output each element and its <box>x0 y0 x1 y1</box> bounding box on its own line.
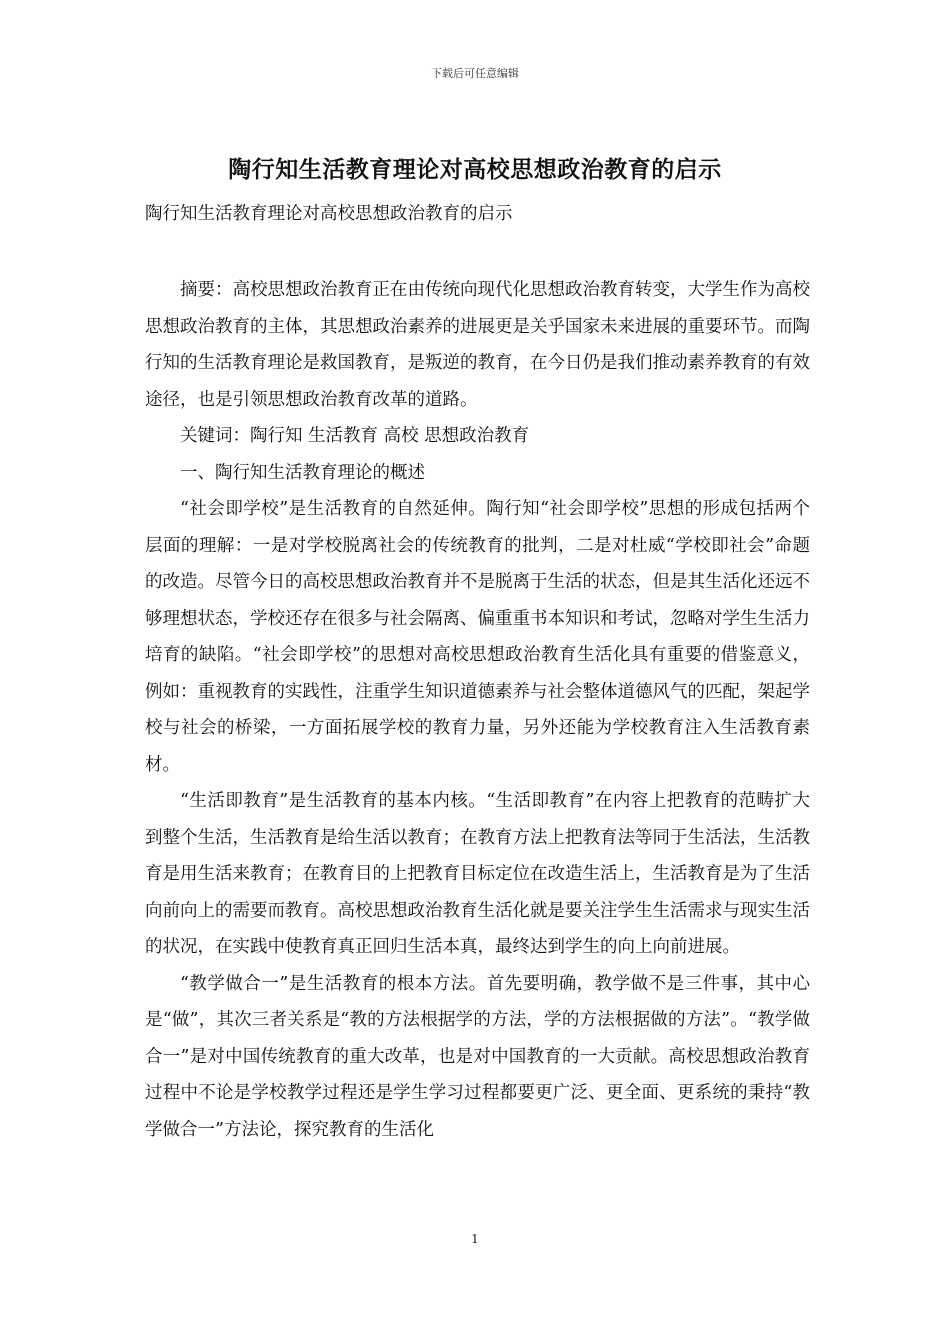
section-heading: 一、陶行知生活教育理论的概述 <box>180 462 425 483</box>
page-header: 下载后可任意编辑 <box>431 67 519 80</box>
body-paragraph: “生活即教育”是生活教育的基本内核。“生活即教育”在内容上把教育的范畴扩大到整个生活，生活教育是给生活以教育；在教育方法上把教育法等同于生活法，生活教育是用生活来教育；在教育目的上把教育目标定位在改造生活上，生活教育是为了生活向前向上的需要而教育。高校思想政治教育生活化就是要关注学生生活需求与现实生活的状况，在实践中使教育真正回归生活本真，最终达到学生的向上向前进展。 <box>145 791 810 957</box>
abstract-paragraph: 摘要：高校思想政治教育正在由传统向现代化思想政治教育转变，大学生作为高校思想政治教育的主体，其思想政治素养的进展更是关乎国家未来进展的重要环节。而陶行知的生活教育理论是救国教育，是叛逆的教育，在今日仍是我们推动素养教育的有效途径，也是引领思想政治教育改革的道路。 <box>145 280 810 410</box>
document-title: 陶行知生活教育理论对高校思想政治教育的启示 <box>228 156 722 183</box>
document-body <box>145 196 810 1148</box>
body-paragraph: “社会即学校”是生活教育的自然延伸。陶行知“社会即学校”思想的形成包括两个层面的理解：一是对学校脱离社会的传统教育的批判，二是对杜威“学校即社会”命题的改造。尽管今日的高校思想政治教育并不是脱离于生活的状态，但是其生活化还远不够理想状态，学校还存在很多与社会隔离、偏重重书本知识和考试，忽略对学生生活力培育的缺陷。“社会即学校”的思想对高校思想政治教育生活化具有重要的借鉴意义，例如：重视教育的实践性，注重学生知识道德素养与社会整体道德风气的匹配，架起学校与社会的桥梁，一方面拓展学校的教育力量，另外还能为学校教育注入生活教育素材。 <box>145 499 810 775</box>
body-paragraph: “教学做合一”是生活教育的根本方法。首先要明确，教学做不是三件事，其中心是“做”，其次三者关系是“教的方法根据学的方法，学的方法根据做的方法”。“教学做合一”是对中国传统教育的重大改革，也是对中国教育的一大贡献。高校思想政治教育过程中不论是学校教学过程还是学生学习过程都要更广泛、更全面、更系统的秉持“教学做合一”方法论，探究教育的生活化 <box>145 973 810 1140</box>
keywords-paragraph: 关键词：陶行知 生活教育 高校 思想政治教育 <box>180 426 530 446</box>
page-number: 1 <box>471 1232 479 1246</box>
spacer <box>145 232 810 272</box>
document-subtitle: 陶行知生活教育理论对高校思想政治教育的启示 <box>145 204 513 224</box>
